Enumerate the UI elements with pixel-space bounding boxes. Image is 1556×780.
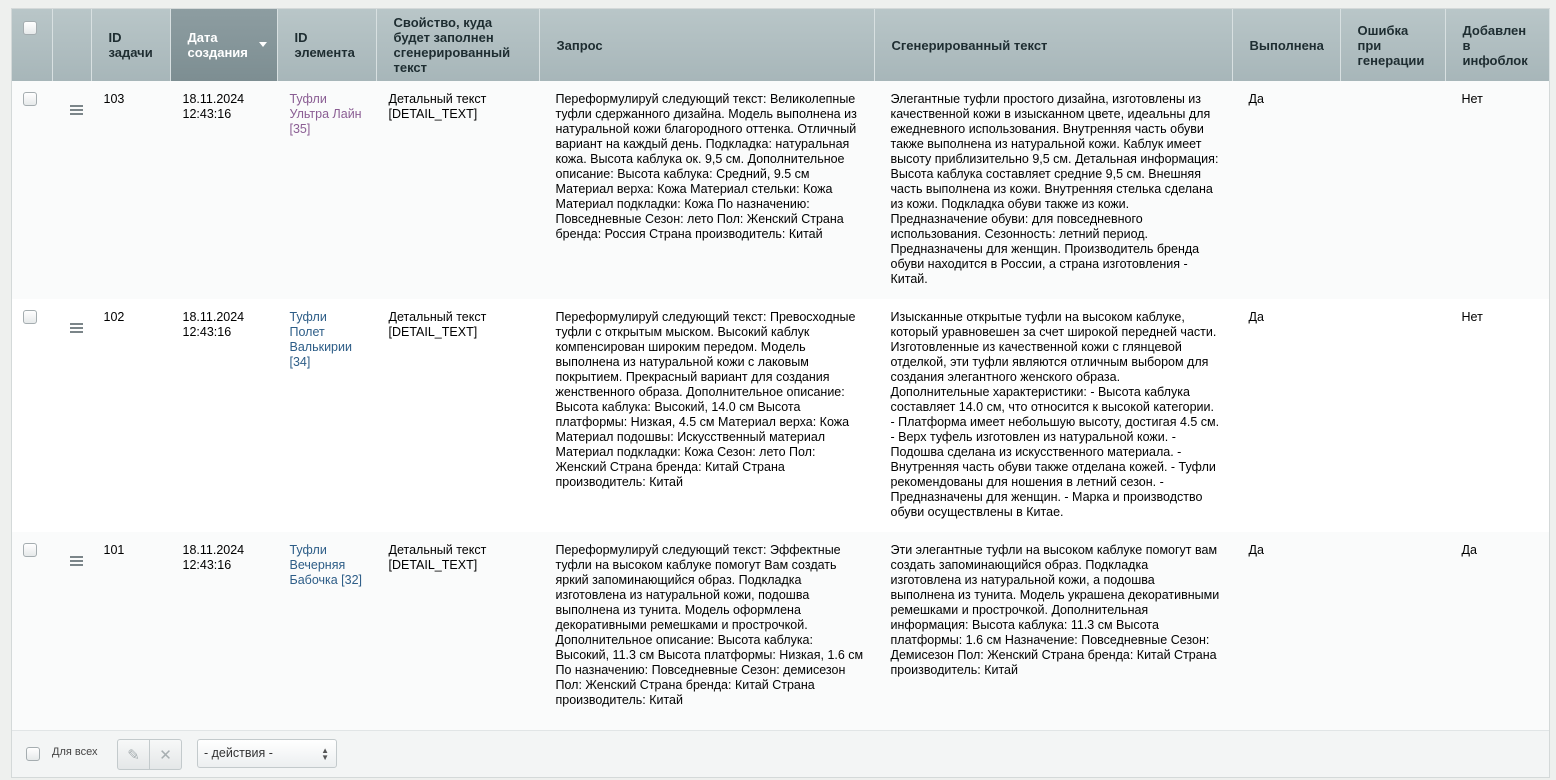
row-checkbox[interactable] <box>23 310 37 324</box>
row-checkbox[interactable] <box>23 92 37 106</box>
column-header-generated[interactable]: Сгенерированный текст <box>874 9 1232 81</box>
row-menu-cell <box>52 81 91 299</box>
cell-id-element <box>277 81 376 299</box>
cell-date: 18.11.2024 <box>182 92 245 106</box>
row-select-cell <box>12 532 52 733</box>
cell-id-element <box>277 299 376 532</box>
column-header-id-task[interactable]: ID задачи <box>91 9 170 81</box>
cell-id-task: 101 <box>91 532 170 733</box>
apply-to-all-checkbox[interactable] <box>26 747 40 761</box>
cell-id-task: 103 <box>91 81 170 299</box>
pencil-icon: ✎ <box>127 746 140 764</box>
actions-column-header <box>52 9 91 81</box>
cell-done: Да <box>1232 81 1340 299</box>
column-header-date-label: Дата создания <box>187 30 248 60</box>
cell-error <box>1340 81 1445 299</box>
close-icon: ✕ <box>159 746 172 764</box>
select-arrows-icon: ▲ ▼ <box>321 746 329 762</box>
table-row[interactable] <box>12 532 1549 733</box>
cell-done: Да <box>1232 299 1340 532</box>
group-actions-footer <box>12 730 1549 777</box>
select-all-cell <box>12 9 52 81</box>
row-menu-cell <box>52 299 91 532</box>
cell-property: Детальный текст [DETAIL_TEXT] <box>376 532 539 733</box>
task-grid-panel <box>11 8 1550 778</box>
cell-id-element <box>277 532 376 733</box>
cell-property: Детальный текст [DETAIL_TEXT] <box>376 81 539 299</box>
hamburger-menu-icon[interactable] <box>70 105 83 117</box>
sort-desc-icon <box>259 42 267 47</box>
delete-button[interactable] <box>149 740 181 769</box>
table-header-row <box>12 9 1549 81</box>
cell-request: Переформулируй следующий текст: Эффектные туфли на высоком каблуке помогут Вам создать яркий запоминающийся образ. Подкладка изготовлена из натуральной кожи, подошва выполнена из тунита. Модель оформлена декоративными ремешками и прострочкой. Дополнительное описание: Высота каблука: Высокий, 11.3 см Высота платформы: Низкая, 1.6 см По назначению: Повседневные Сезон: демисезон Пол: Женский Страна бренда: Китай Страна производитель: Китай <box>539 532 874 733</box>
select-all-checkbox[interactable] <box>23 21 37 35</box>
cell-time: 12:43:16 <box>182 107 232 121</box>
cell-date-created <box>170 532 277 733</box>
cell-generated: Изысканные открытые туфли на высоком каблуке, который уравновешен за счет широкой передней части. Изготовленные из качественной кожи с глянцевой отделкой, эти туфли являются отличным выбором для создания элегантного женского образа. Дополнительные характеристики: - Высота каблука составляет 14.0 см, что относится к высокой категории. - Платформа имеет небольшую высоту, достигая 4.5 см. - Верх туфель изготовлен из натуральной кожи. - Подошва сделана из искусственного материала. - Внутренняя часть обуви также отделана кожей. - Туфли рекомендованы для ношения в летний сезон. - Предназначены для женщин. - Марка и производство обуви осуществлены в Китае. <box>874 299 1232 532</box>
edit-button[interactable] <box>118 740 149 769</box>
hamburger-menu-icon[interactable] <box>70 556 83 568</box>
element-link[interactable]: Туфли Полет Валькирии [34] <box>289 310 352 369</box>
table-row[interactable] <box>12 81 1549 299</box>
row-checkbox[interactable] <box>23 543 37 557</box>
cell-time: 12:43:16 <box>182 558 232 572</box>
column-header-date-created[interactable] <box>170 9 277 81</box>
cell-property: Детальный текст [DETAIL_TEXT] <box>376 299 539 532</box>
cell-time: 12:43:16 <box>182 325 232 339</box>
cell-added: Да <box>1445 532 1549 733</box>
tasks-table <box>12 9 1550 733</box>
column-header-request[interactable]: Запрос <box>539 9 874 81</box>
actions-select-value: - действия - <box>204 746 273 760</box>
cell-error <box>1340 532 1445 733</box>
row-select-cell <box>12 81 52 299</box>
column-header-done[interactable]: Выполнена <box>1232 9 1340 81</box>
hamburger-menu-icon[interactable] <box>70 323 83 335</box>
element-link[interactable]: Туфли Вечерняя Бабочка [32] <box>289 543 363 587</box>
cell-id-task: 102 <box>91 299 170 532</box>
cell-error <box>1340 299 1445 532</box>
cell-date: 18.11.2024 <box>182 543 245 557</box>
row-menu-cell <box>52 532 91 733</box>
column-header-property[interactable]: Свойство, куда будет заполнен сгенерированный текст <box>376 9 539 81</box>
column-header-error[interactable]: Ошибка при генерации <box>1340 9 1445 81</box>
actions-select[interactable] <box>197 739 337 768</box>
cell-generated: Элегантные туфли простого дизайна, изготовлены из качественной кожи в изысканном цвете, идеальны для ежедневного использования. Внутренняя часть обуви также выполнена из натуральной кожи. Каблук имеет высоту приблизительно 9,5 см. Детальная информация: Высота каблука составляет средние 9,5 см. Внешняя часть выполнена из кожи. Внутренняя стелька сделана из кожи. Подкладка обуви также из кожи. Предназначение обуви: для повседневного использования. Сезонность: летний период. Предназначены для женщин. Производитель бренда обуви находится в России, а страна изготовления - Китай. <box>874 81 1232 299</box>
cell-added: Нет <box>1445 81 1549 299</box>
cell-added: Нет <box>1445 299 1549 532</box>
group-action-buttons <box>117 739 182 770</box>
table-row[interactable] <box>12 299 1549 532</box>
cell-request: Переформулируй следующий текст: Великолепные туфли сдержанного дизайна. Модель выполнена из натуральной кожи благородного оттенка. Отличный вариант на каждый день. Подкладка: натуральная кожа. Высота каблука ок. 9,5 см. Дополнительное описание: Высота каблука: Средний, 9.5 см Материал верха: Кожа Материал стельки: Кожа Материал подкладки: Кожа По назначению: Повседневные Сезон: лето Пол: Женский Страна бренда: Россия Страна производитель: Китай <box>539 81 874 299</box>
row-select-cell <box>12 299 52 532</box>
cell-generated: Эти элегантные туфли на высоком каблуке помогут вам создать запоминающийся образ. Подкладка изготовлена из натуральной кожи, а подошва выполнена из тунита. Модель украшена декоративными ремешками и прострочкой. Дополнительная информация: Высота каблука: 11.3 см Высота платформы: 1.6 см Назначение: Повседневные Сезон: Демисезон Пол: Женский Страна бренда: Китай Страна производитель: Китай <box>874 532 1232 733</box>
cell-date-created <box>170 81 277 299</box>
cell-date: 18.11.2024 <box>182 310 245 324</box>
cell-date-created <box>170 299 277 532</box>
cell-request: Переформулируй следующий текст: Превосходные туфли с открытым мыском. Высокий каблук компенсирован широким передом. Модель выполнена из натуральной кожи с лаковым покрытием. Прекрасный вариант для создания женственного образа. Дополнительное описание: Высота каблука: Высокий, 14.0 см Высота платформы: Низкая, 4.5 см Материал верха: Кожа Материал подошвы: Искусственный материал Материал подкладки: Кожа Сезон: лето Пол: Женский Страна бренда: Китай Страна производитель: Китай <box>539 299 874 532</box>
column-header-added[interactable]: Добавлен в инфоблок <box>1445 9 1549 81</box>
cell-done: Да <box>1232 532 1340 733</box>
column-header-id-element[interactable]: ID элемента <box>277 9 376 81</box>
element-link[interactable]: Туфли Ультра Лайн [35] <box>289 92 362 136</box>
apply-to-all-label: Для всех <box>52 746 98 758</box>
